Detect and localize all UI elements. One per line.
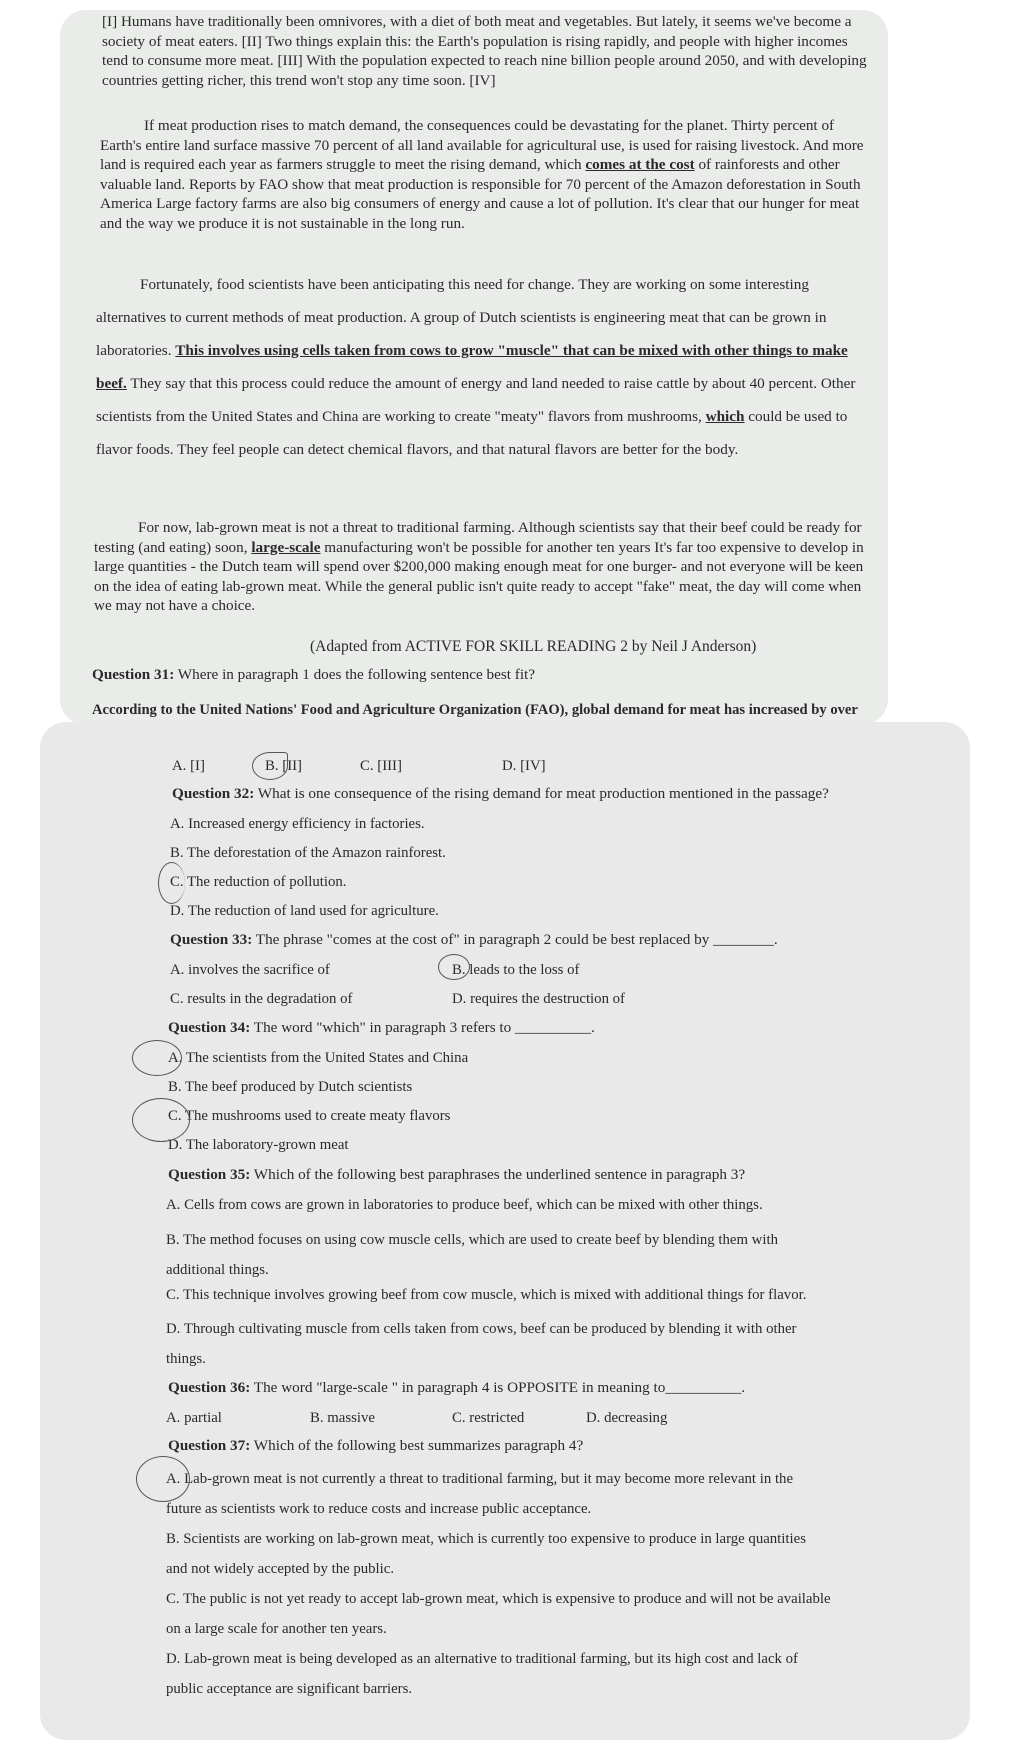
source-citation: (Adapted from ACTIVE FOR SKILL READING 2 by Neil J Anderson): [310, 638, 757, 655]
question-33: [170, 930, 950, 950]
question-31-label: Question 31:: [92, 666, 175, 683]
q34-option-b[interactable]: B. The beef produced by Dutch scientists: [168, 1079, 413, 1095]
q32-option-a[interactable]: A. Increased energy efficiency in factories.: [170, 816, 425, 832]
page-sheet-top: [60, 10, 888, 725]
question-35-label: Question 35:: [168, 1166, 251, 1183]
word-which: which: [705, 408, 745, 425]
q33-option-b[interactable]: B. leads to the loss of: [452, 962, 580, 978]
q35-option-c[interactable]: C. This technique involves growing beef from cow muscle, which is mixed with additional things for flavor.: [166, 1287, 807, 1303]
answer-circle-q37: [136, 1456, 190, 1502]
q37-option-b[interactable]: B. Scientists are working on lab-grown meat, which is currently too expensive to produce in large quantities and not widely accepted by the public.: [166, 1531, 806, 1577]
question-35: [168, 1165, 948, 1185]
cross-out-mark-q34a: [132, 1040, 182, 1076]
question-37-label: Question 37:: [168, 1437, 251, 1454]
question-32: [172, 784, 952, 804]
question-32-text: What is one consequence of the rising demand for meat production mentioned in the passage?: [254, 785, 829, 802]
paragraph-4-text-a: For now, lab-grown meat is not a threat to traditional farming. Although scientists say that their beef could be ready for testing (and eating) soon,: [94, 519, 862, 556]
question-36-label: Question 36:: [168, 1379, 251, 1396]
word-large-scale: large-scale: [251, 538, 321, 556]
q32-option-b[interactable]: B. The deforestation of the Amazon rainforest.: [170, 845, 446, 861]
q36-option-b[interactable]: B. massive: [310, 1410, 375, 1426]
q37-option-c[interactable]: C. The public is not yet ready to accept lab-grown meat, which is expensive to produce and will not be available on a large scale for another ten years.: [166, 1591, 831, 1637]
paragraph-4: [94, 518, 874, 616]
q33-option-c[interactable]: C. results in the degradation of: [170, 991, 353, 1007]
question-36: [168, 1378, 948, 1398]
q35-option-a[interactable]: A. Cells from cows are grown in laboratories to produce beef, which can be mixed with other things.: [166, 1197, 763, 1213]
question-33-label: Question 33:: [170, 931, 253, 948]
q33-option-d[interactable]: D. requires the destruction of: [452, 991, 625, 1007]
answer-circle-q33: [438, 954, 470, 980]
q33-option-a[interactable]: A. involves the sacrifice of: [170, 962, 330, 978]
question-34-label: Question 34:: [168, 1019, 251, 1036]
q35-option-b[interactable]: B. The method focuses on using cow muscle cells, which are used to create beef by blending them with additional things.: [166, 1232, 778, 1278]
question-32-label: Question 32:: [172, 785, 255, 802]
answer-circle-q32: [158, 862, 185, 904]
paragraph-2-text-a: If meat production rises to match demand, the consequences could be devastating for the planet. Thirty percent of Earth's entire land surface massive 70 percent of all land available for agricultural use, is used for raising livestock. And more land is required each year as farmers struggle to meet the rising demand, which: [100, 117, 864, 173]
q37-option-a[interactable]: A. Lab-grown meat is not currently a threat to traditional farming, but it may become more relevant in the future as scientists work to reduce costs and increase public acceptance.: [166, 1471, 794, 1517]
q32-option-c[interactable]: C. The reduction of pollution.: [170, 874, 347, 890]
question-36-text: The word "large-scale " in paragraph 4 is OPPOSITE in meaning to__________.: [250, 1379, 746, 1396]
question-37: [168, 1436, 948, 1456]
page-sheet-bottom: [40, 722, 970, 1740]
paragraph-1: [I] Humans have traditionally been omnivores, with a diet of both meat and vegetables. But lately, it seems we've become a society of meat eaters. [II] Two things explain this: the Earth's population is rising rapidly, and people with higher incomes tend to consume more meat. [III] With the population expected to reach nine billion people around 2050, and with developing countries getting richer, this trend won't stop any time soon. [IV]: [102, 13, 867, 89]
paragraph-4-text-b: manufacturing won't be possible for another ten years It's far too expensive to develop in large quantities - the Dutch team will spend over $200,000 making enough meat for one burger- and not everyone will be keen on the idea of eating lab-grown meat. While the general public isn't quite ready to accept "fake" meat, the day will come when we may not have a choice.: [94, 538, 864, 614]
q31-option-d[interactable]: D. [IV]: [502, 758, 546, 774]
underlined-sentence: This involves using cells taken from cows to grow "muscle" that can be mixed with other things to make beef.: [96, 342, 848, 392]
q35-option-d[interactable]: D. Through cultivating muscle from cells taken from cows, beef can be produced by blending it with other things.: [166, 1321, 797, 1367]
paragraph-3: [96, 268, 872, 466]
question-34: [168, 1018, 948, 1038]
answer-circle-q31: [252, 752, 288, 780]
phrase-comes-at-the-cost: comes at the cost: [585, 156, 695, 173]
paragraph-2-text-b: of rainforests and other valuable land. Reports by FAO show that meat production is responsible for 70 percent of the Amazon deforestation in South America Large factory farms are also big consumers of energy and cause a lot of pollution. It's clear that our hunger for meat and the way we produce it is not sustainable in the long run.: [100, 156, 861, 232]
q34-option-d[interactable]: D. The laboratory-grown meat: [168, 1137, 349, 1153]
q34-option-a[interactable]: A. The scientists from the United States and China: [168, 1050, 469, 1066]
question-33-text: The phrase "comes at the cost of" in paragraph 2 could be best replaced by ________.: [252, 931, 778, 948]
q37-option-d[interactable]: D. Lab-grown meat is being developed as an alternative to traditional farming, but its high cost and lack of public acceptance are significant barriers.: [166, 1651, 798, 1697]
question-31-text: Where in paragraph 1 does the following sentence best fit?: [174, 666, 535, 683]
q31-option-a[interactable]: A. [I]: [172, 758, 205, 774]
q36-option-d[interactable]: D. decreasing: [586, 1410, 668, 1426]
paragraph-3-text-c: could be used to flavor foods. They feel people can detect chemical flavors, and that natural flavors are better for the body.: [96, 408, 848, 458]
q36-option-a[interactable]: A. partial: [166, 1410, 222, 1426]
q36-option-c[interactable]: C. restricted: [452, 1410, 525, 1426]
q32-option-d[interactable]: D. The reduction of land used for agriculture.: [170, 903, 439, 919]
question-31: [92, 665, 872, 685]
question-34-text: The word "which" in paragraph 3 refers to __________.: [250, 1019, 595, 1036]
q34-option-c[interactable]: C. The mushrooms used to create meaty flavors: [168, 1108, 451, 1124]
answer-circle-q34: [132, 1098, 190, 1142]
paragraph-3-text-b: They say that this process could reduce the amount of energy and land needed to raise cattle by about 40 percent. Other scientists from the United States and China are working to create "meaty" flavors from mushrooms,: [96, 375, 856, 425]
question-35-text: Which of the following best paraphrases the underlined sentence in paragraph 3?: [250, 1166, 746, 1183]
paragraph-2: [100, 116, 872, 233]
question-37-text: Which of the following best summarizes paragraph 4?: [250, 1437, 584, 1454]
q31-option-b[interactable]: B. [II]: [265, 758, 302, 774]
q31-option-c[interactable]: C. [III]: [360, 758, 402, 774]
paragraph-3-text-a: Fortunately, food scientists have been anticipating this need for change. They are working on some interesting alternatives to current methods of meat production. A group of Dutch scientists is engineering meat that can be grown in laboratories.: [96, 276, 827, 359]
question-31-sentence: According to the United Nations' Food and Agriculture Organization (FAO), global demand for meat has increased by over: [92, 702, 858, 718]
